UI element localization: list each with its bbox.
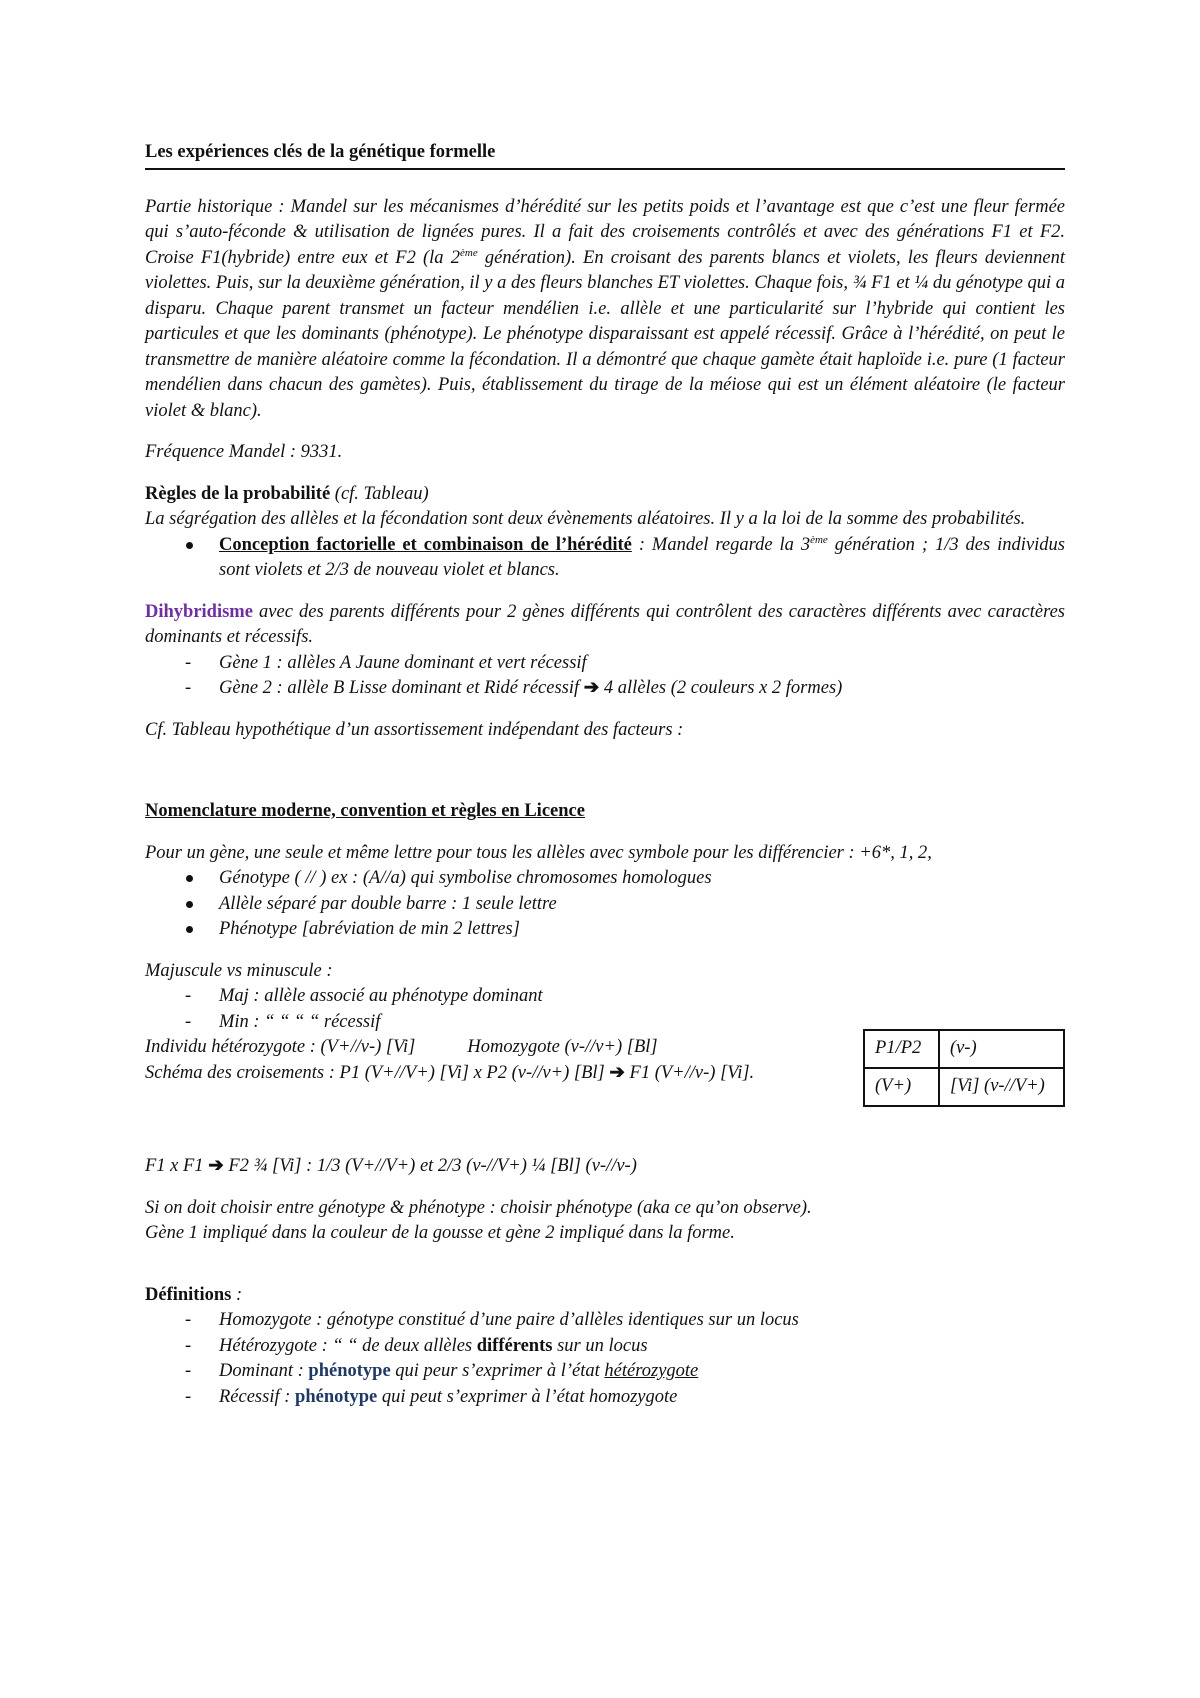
f1-rest: F2 ¾ [Vi] : 1/3 (V+//V+) et 2/3 (v-//V+) ¼ [Bl] (v-//v-) bbox=[223, 1156, 637, 1176]
gene-line: Gène 1 impliqué dans la couleur de la gousse et gène 2 impliqué dans la forme. bbox=[145, 1223, 735, 1243]
choix-line: Si on doit choisir entre génotype & phénotype : choisir phénotype (aka ce qu’on observe). bbox=[145, 1197, 812, 1218]
dihybrid-term: Dihybridisme bbox=[145, 601, 253, 622]
nomenclature-heading: Nomenclature moderne, convention et règles en Licence bbox=[145, 801, 585, 821]
dihybrid-text: avec des parents différents pour 2 gènes différents qui contrôlent des caractères différents avec caractères dominants et récessifs. bbox=[145, 601, 1065, 647]
dihybrid-item-2-rest: 4 allèles (2 couleurs x 2 formes) bbox=[599, 678, 843, 698]
def-recessif: - Récessif : phénotype qui peut s’exprimer à l’état homozygote bbox=[185, 1386, 678, 1407]
def-dom-c: qui peur s’exprimer à l’état bbox=[390, 1361, 605, 1381]
min-item: - Min : “ “ “ “ récessif bbox=[185, 1011, 381, 1032]
definitions-heading-suffix: : bbox=[231, 1284, 243, 1305]
intro-sup: ème bbox=[460, 246, 478, 259]
def-hetero-a: Hétérozygote : “ “ de deux allèles bbox=[219, 1335, 477, 1356]
cross-table-row bbox=[864, 1068, 1064, 1106]
proba-bullet-sup: ème bbox=[810, 533, 828, 546]
proba-heading bbox=[145, 482, 1065, 508]
nomenclature-text: Pour un gène, une seule et même lettre pour tous les allèles avec symbole pour les différencier : +6*, 1, 2, bbox=[145, 842, 932, 863]
nomenclature-bullet-1: Génotype ( // ) ex : (A//a) qui symbolise chromosomes homologues bbox=[145, 866, 1065, 892]
def-homozygote: - Homozygote : génotype constitué d’une paire d’allèles identiques sur un locus bbox=[185, 1310, 799, 1330]
definitions-heading bbox=[145, 1283, 1065, 1309]
def-dom-d: hétérozygote bbox=[604, 1361, 699, 1381]
dihybrid-item-1: - Gène 1 : allèles A Jaune dominant et vert récessif bbox=[185, 652, 587, 673]
homozygote-text: Homozygote (v-//v+) [Bl] bbox=[467, 1037, 658, 1057]
cross-cell: [Vi] (v-//V+) bbox=[939, 1068, 1064, 1106]
proba-bullet-item bbox=[145, 533, 1065, 584]
def-rec-c: qui peut s’exprimer à l’état homozygote bbox=[377, 1386, 678, 1407]
tableau-line: Cf. Tableau hypothétique d’un assortissement indépendant des facteurs : bbox=[145, 719, 684, 740]
arrow-icon: ➔ bbox=[208, 1156, 224, 1176]
schema-text: Schéma des croisements : P1 (V+//V+) [Vi] x P2 (v-//v+) [Bl] bbox=[145, 1062, 610, 1083]
arrow-icon: ➔ bbox=[583, 678, 600, 698]
proba-bullet-rest: génération ; 1/3 des individus sont violets et 2/3 de nouveau violet et blancs. bbox=[219, 534, 1065, 580]
dihybrid-item-1-text: Gène 1 : allèles A Jaune dominant et vert récessif bbox=[219, 652, 587, 673]
definitions-list bbox=[145, 1308, 1065, 1410]
cross-cell: (V+) bbox=[864, 1068, 939, 1106]
cross-table bbox=[863, 1029, 1065, 1107]
arrow-icon: ➔ bbox=[609, 1062, 625, 1083]
proba-bullets bbox=[145, 533, 1065, 584]
definitions-heading-bold: Définitions bbox=[145, 1284, 232, 1305]
dihybrid-paragraph bbox=[145, 600, 1065, 651]
def-dom-b: phénotype bbox=[308, 1361, 391, 1381]
min-item-text: Min : “ “ “ “ récessif bbox=[219, 1011, 381, 1032]
maj-item-text: Maj : allèle associé au phénotype dominant bbox=[219, 986, 543, 1006]
proba-text: La ségrégation des allèles et la fécondation sont deux évènements aléatoires. Il y a la loi de la somme des probabilités. bbox=[145, 509, 1026, 529]
def-rec-a: Récessif : bbox=[219, 1386, 296, 1407]
cross-area bbox=[145, 1035, 1065, 1097]
proba-heading-suffix: (cf. Tableau) bbox=[330, 483, 429, 504]
cross-cell: P1/P2 bbox=[864, 1030, 939, 1068]
def-dominant: - Dominant : phénotype qui peur s’exprimer à l’état hétérozygote bbox=[185, 1361, 699, 1381]
proba-bullet-bold: Conception factorielle et combinaison de l’hérédité bbox=[219, 534, 632, 555]
majuscule-list bbox=[145, 984, 1065, 1035]
page-title: Les expériences clés de la génétique formelle bbox=[145, 140, 1065, 170]
nomenclature-bullet-3: Phénotype [abréviation de min 2 lettres] bbox=[145, 917, 1065, 943]
individu-text: Individu hétérozygote : (V+//v-) [Vi] bbox=[145, 1037, 416, 1057]
proba-heading-bold: Règles de la probabilité bbox=[145, 483, 331, 504]
majuscule-line: Majuscule vs minuscule : bbox=[145, 960, 333, 981]
dihybrid-list bbox=[145, 651, 1065, 702]
intro-text: Partie historique : Mandel sur les mécanismes d’hérédité sur les petits poids et l’avantage est que c’est une fleur fermée qui s’auto-féconde & utilisation de lignées pures. Il a fait des croisements contrôlés et avec des générations F1 et F2. Croise F1(hybride) entre eux et F2 (la 2 bbox=[145, 196, 1065, 268]
intro-rest: génération). En croisant des parents blancs et violets, les fleurs deviennent violettes. Puis, sur la deuxième génération, il y a des fleurs blanches ET violettes. Chaque fois, ¾ F1 et ¼ du génotype qui a disparu. Chaque parent transmet un facteur mendélien i.e. allèle et une particularité sur l’hybride qui contient les particules et que les dominants (phénotype). Le phénotype disparaissant est appelé récessif. Grâce à l’hérédité, on peut le transmettre de manière aléatoire comme la fécondation. Il a démontré que chaque gamète était haploïde i.e. pure (1 facteur mendélien dans chacun des gamètes). Puis, établissement du tirage de la méiose qui est un élément aléatoire (le facteur violet & blanc). bbox=[145, 247, 1065, 421]
def-dom-a: Dominant : bbox=[219, 1361, 309, 1381]
def-hetero-b: différents bbox=[476, 1335, 553, 1356]
def-heterozygote: - Hétérozygote : “ “ de deux allèles différents sur un locus bbox=[185, 1335, 648, 1356]
dihybrid-item-2: - Gène 2 : allèle B Lisse dominant et Ridé récessif ➔ 4 allèles (2 couleurs x 2 formes) bbox=[185, 678, 843, 698]
f1-line bbox=[145, 1154, 1065, 1180]
def-homozygote-text: Homozygote : génotype constitué d’une paire d’allèles identiques sur un locus bbox=[219, 1310, 799, 1330]
cross-cell: (v-) bbox=[939, 1030, 1064, 1068]
def-hetero-c: sur un locus bbox=[552, 1335, 648, 1356]
cross-table-row bbox=[864, 1030, 1064, 1068]
intro-paragraph bbox=[145, 195, 1065, 425]
nomenclature-bullet-2: Allèle séparé par double barre : 1 seule lettre bbox=[145, 892, 1065, 918]
document-page bbox=[145, 140, 1065, 1410]
frequence-line: Fréquence Mandel : 9331. bbox=[145, 442, 343, 462]
nomenclature-bullets bbox=[145, 866, 1065, 943]
def-rec-b: phénotype bbox=[295, 1386, 378, 1407]
dihybrid-item-2-text: Gène 2 : allèle B Lisse dominant et Ridé récessif bbox=[219, 678, 584, 698]
proba-bullet-text: : Mandel regarde la 3 bbox=[631, 534, 811, 555]
schema-rest: F1 (V+//v-) [Vi]. bbox=[624, 1062, 755, 1083]
maj-item: - Maj : allèle associé au phénotype dominant bbox=[185, 986, 543, 1006]
f1-text: F1 x F1 bbox=[145, 1156, 209, 1176]
